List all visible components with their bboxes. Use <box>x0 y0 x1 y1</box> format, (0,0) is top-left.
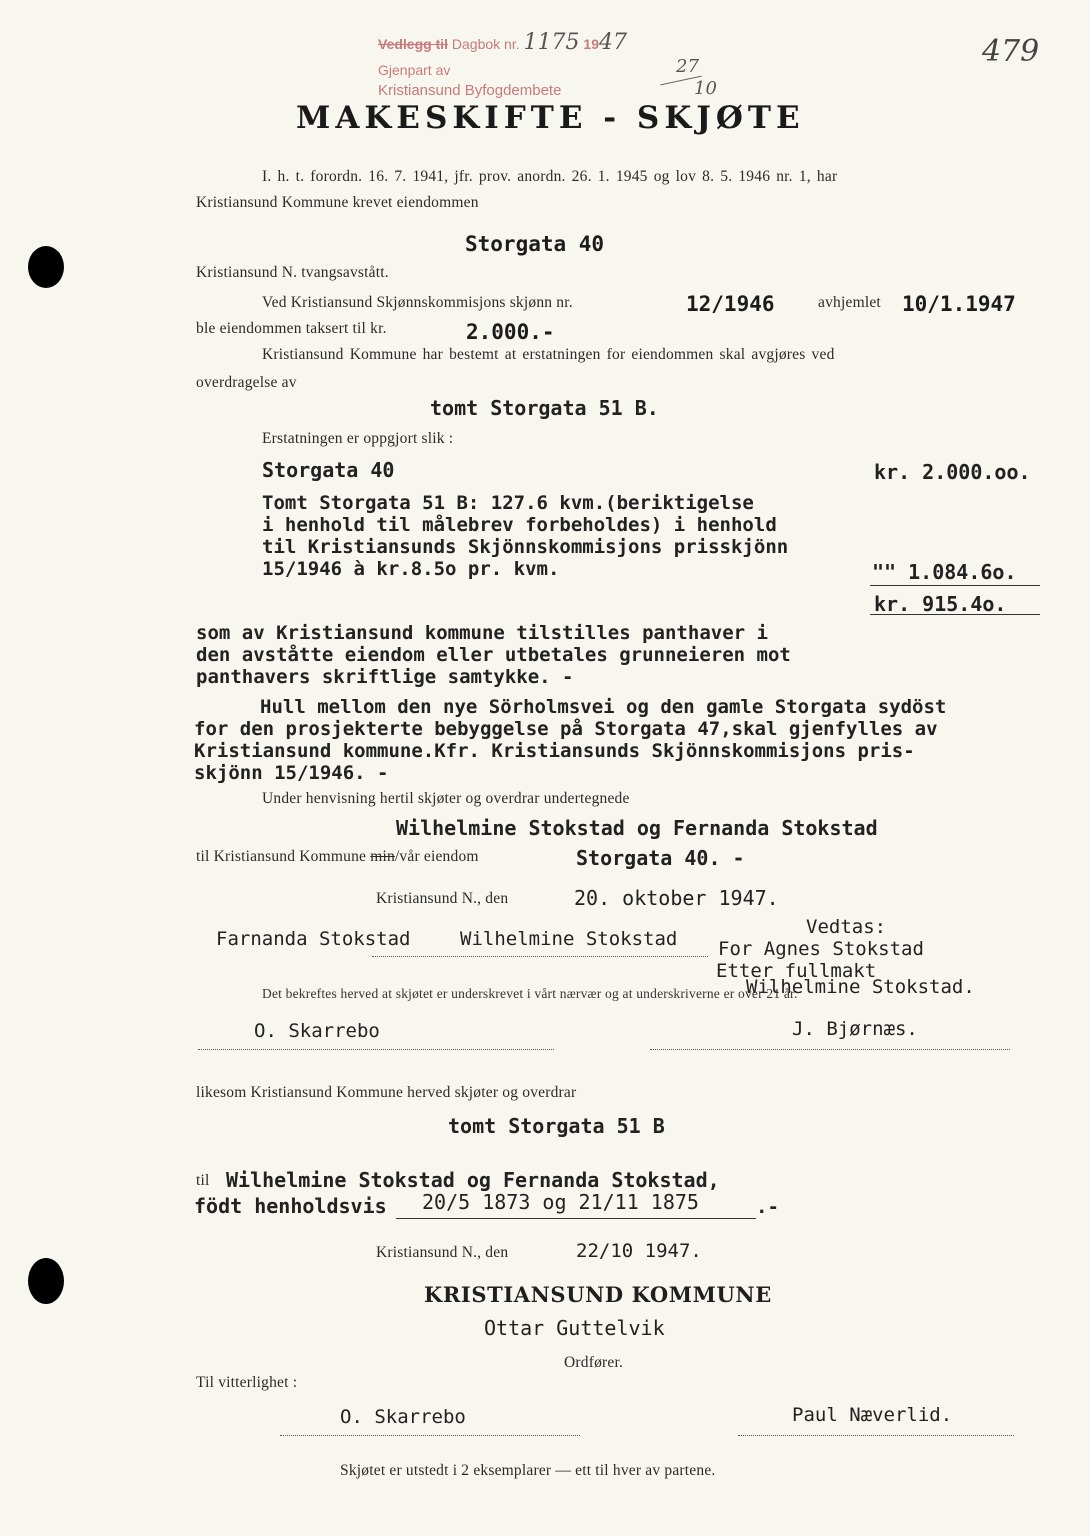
til-names: Wilhelmine Stokstad og Fernanda Stokstad, <box>226 1168 720 1192</box>
stamp-gjenpart: Gjenpart av <box>378 62 451 78</box>
decision-line-2: overdragelse av <box>196 374 297 391</box>
til-prefix: til <box>196 1172 210 1189</box>
mayor-name: Ottar Guttelvik <box>484 1316 665 1340</box>
date1-prefix: Kristiansund N., den <box>376 890 509 907</box>
valuation-number: 12/1946 <box>686 292 775 316</box>
settlement-sum-rule <box>870 585 1040 586</box>
settlement-row2-line4: 15/1946 à kr.8.5o pr. kvm. <box>262 558 560 580</box>
stamp-office: Kristiansund Byfogdembete <box>378 82 562 99</box>
stamp-date-month: 10 <box>694 78 717 99</box>
grantors: Wilhelmine Stokstad og Fernanda Stokstad <box>396 816 878 840</box>
date1-value: 20. oktober 1947. <box>574 886 779 910</box>
reference-line: Under henvisning hertil skjøter og overdrar undertegnede <box>262 790 630 807</box>
wilhelmine-signature-2: Wilhelmine Stokstad. <box>746 976 975 998</box>
transfer-property: tomt Storgata 51 B. <box>430 396 659 420</box>
to-commune-prefix: til Kristiansund Kommune <box>196 848 367 865</box>
settlement-row2-amount: "" 1.084.6o. <box>872 560 1017 584</box>
stamp-year-suffix: 47 <box>598 30 627 55</box>
date2-value: 22/10 1947. <box>576 1240 702 1262</box>
punch-hole-top <box>28 246 64 288</box>
witness-statement: Det bekreftes herved at skjøtet er underskrevet i vårt nærvær og at underskriverne er over 21 år. <box>262 986 798 1001</box>
commune-name: KRISTIANSUND KOMMUNE <box>424 1282 772 1307</box>
property-note: Kristiansund N. tvangsavstått. <box>196 264 389 281</box>
transfer2-property: tomt Storgata 51 B <box>448 1114 665 1138</box>
decision-line-1: Kristiansund Kommune har bestemt at erstatningen for eiendommen skal avgjøres ved <box>262 346 835 363</box>
valuation-date: 10/1.1947 <box>902 292 1016 316</box>
fill-line-2: for den prosjekterte bebyggelse på Storgata 47,skal gjenfylles av <box>194 718 938 740</box>
fill-line-3: Kristiansund kommune.Kfr. Kristiansunds Skjönnskommisjons pris- <box>194 740 915 762</box>
settlement-row2-line3: til Kristiansunds Skjönnskommisjons prisskjönn <box>262 536 789 558</box>
born-dates: 20/5 1873 og 21/11 1875 <box>422 1190 699 1214</box>
mayor-title: Ordfører. <box>564 1354 624 1371</box>
witness1-line-right <box>650 1049 1010 1050</box>
witness2-line-right <box>738 1435 1014 1436</box>
settlement-row2-line1: Tomt Storgata 51 B: 127.6 kvm.(beriktigelse <box>262 492 754 514</box>
to-commune-line <box>196 848 479 866</box>
intro-line-2: Kristiansund Kommune krevet eiendommen <box>196 194 479 211</box>
stamp-vedlegg: Vedlegg til <box>378 36 449 52</box>
to-commune-rest: /vår eiendom <box>394 848 479 865</box>
to-commune-property: Storgata 40. - <box>576 846 745 870</box>
date2-prefix: Kristiansund N., den <box>376 1244 509 1261</box>
footer-note: Skjøtet er utstedt i 2 eksemplarer — ett til hver av partene. <box>340 1462 716 1479</box>
document-title: MAKESKIFTE - SKJØTE <box>296 100 805 136</box>
vedtas-label: Vedtas: <box>806 916 887 938</box>
witness1-line-left <box>198 1049 554 1050</box>
valuation-middle: avhjemlet <box>818 294 881 311</box>
witness2-line-left <box>280 1435 580 1436</box>
signature-fernanda: Farnanda Stokstad <box>216 928 411 950</box>
settlement-row2-line2: i henhold til målebrev forbeholdes) i henhold <box>262 514 777 536</box>
para-line-3: panthavers skriftlige samtykke. - <box>196 666 574 688</box>
born-dates-underline <box>396 1218 756 1219</box>
punch-hole-bottom <box>28 1258 64 1304</box>
settlement-total: kr. 915.4o. <box>874 592 1007 616</box>
stamp <box>378 30 627 55</box>
signature-wilhelmine: Wilhelmine Stokstad <box>460 928 678 950</box>
stamp-dagbok-label: Dagbok nr. <box>451 36 520 52</box>
valuation-amount: 2.000.- <box>466 320 555 344</box>
to-commune-struck: min <box>370 848 395 865</box>
settlement-heading: Erstatningen er oppgjort slik : <box>262 430 454 447</box>
etter-fullmakt: Etter fullmakt <box>716 960 877 982</box>
property-heading: Storgata 40 <box>465 232 605 256</box>
valuation-prefix: Ved Kristiansund Skjønnskommisjons skjønn nr. <box>262 294 573 311</box>
stamp-date-day: 27 <box>676 56 699 77</box>
witness2-left: O. Skarrebo <box>340 1406 466 1428</box>
settlement-row1-label: Storgata 40 <box>262 458 395 482</box>
for-agnes: For Agnes Stokstad <box>718 938 924 960</box>
fill-line-1: Hull mellom den nye Sörholmsvei og den gamle Storgata sydöst <box>260 696 947 718</box>
page-number: 479 <box>982 34 1040 69</box>
settlement-row1-amount: kr. 2.000.oo. <box>874 460 1031 484</box>
para-line-1: som av Kristiansund kommune tilstilles panthaver i <box>196 622 768 644</box>
born-end: .- <box>756 1196 779 1218</box>
stamp-dagbok-number: 1175 <box>523 30 580 55</box>
valuation-line2: ble eiendommen taksert til kr. <box>196 320 387 337</box>
settlement-total-rule <box>870 614 1040 615</box>
stamp-year-prefix: 19 <box>583 36 599 52</box>
vitterlighet-label: Til vitterlighet : <box>196 1374 298 1391</box>
witness2-right: Paul Næverlid. <box>792 1404 953 1426</box>
born-label: födt henholdsvis <box>194 1194 387 1218</box>
para-line-2: den avståtte eiendom eller utbetales grunneieren mot <box>196 644 791 666</box>
witness1-left: O. Skarrebo <box>254 1020 380 1042</box>
intro-line-1: I. h. t. forordn. 16. 7. 1941, jfr. prov. anordn. 26. 1. 1945 og lov 8. 5. 1946 nr. 1, har <box>262 168 838 185</box>
signature-line-left <box>372 956 708 957</box>
fill-line-4: skjönn 15/1946. - <box>194 762 389 784</box>
witness1-right: J. Bjørnæs. <box>792 1018 918 1040</box>
likesom-line: likesom Kristiansund Kommune herved skjøter og overdrar <box>196 1084 577 1101</box>
